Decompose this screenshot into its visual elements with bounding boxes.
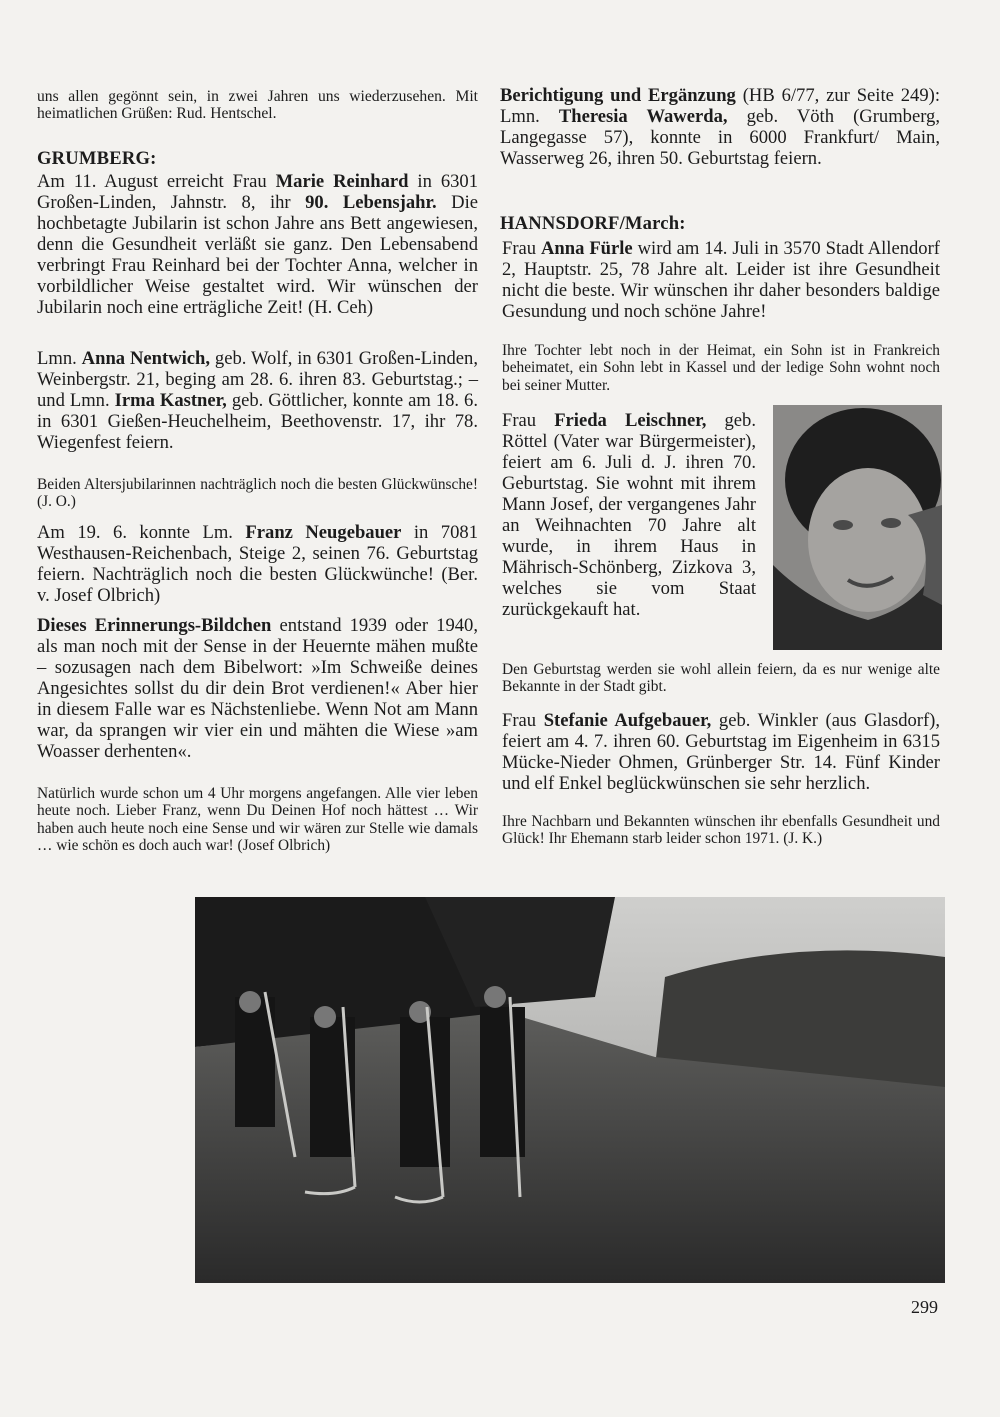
text-segment: (HB 6/77, zur Seite 249): Lmn. xyxy=(500,85,940,127)
note-fuerle xyxy=(502,342,940,394)
text-segment: in 6301 Großen-Linden, Jahnstr. 8, ihr xyxy=(37,171,479,213)
text-segment: entstand 1939 oder 1940, als man noch mit der Sense in der Heuernte mähen mußte – sozusagen nach dem Bibelwort: »Im Schweiße deines Angesichtes sollst du dir dein Brot verdienen!« Aber hier in diesem Falle war es Nächstenliebe. Wenn Not am Mann war, da sprangen wir vier ein und mähten die Wiese »am Woasser derhenten«. xyxy=(37,615,478,762)
haymaking-photo-image xyxy=(195,897,945,1283)
bold-name-text: Stefanie Aufgebauer, xyxy=(543,710,712,731)
article-leischner xyxy=(502,410,756,620)
heading-hannsdorf: HANNSDORF/March: xyxy=(500,213,686,234)
text-segment: uns allen gegönnt sein, in zwei Jahren uns wiederzusehen. Mit heimatlichen Grüßen: Rud. Hentschel. xyxy=(37,88,478,123)
text-segment: wird am 14. Juli in 3570 Stadt Allendorf 2, Hauptstr. 25, 78 Jahre alt. Leider ist ihre Gesundheit nicht die beste. Wir wünschen ihr daher besonders baldige Gesundung und noch schöne Jahre! xyxy=(502,238,940,322)
text-segment: in 7081 Westhausen-Reichenbach, Steige 2, seinen 76. Geburtstag feiern. Nachträglich noch die besten Glückwünche! (Ber. v. Josef Olbrich) xyxy=(37,522,478,606)
article-neugebauer xyxy=(37,522,478,606)
bold-name-text: Marie Reinhard xyxy=(275,171,409,192)
note-nentwich xyxy=(37,476,478,511)
heading-grumberg: GRUMBERG: xyxy=(37,148,157,169)
bold-name-text: Franz Neugebauer xyxy=(245,522,402,543)
bold-name-text: Anna Nentwich, xyxy=(81,348,211,369)
bold-name-text: Irma Kastner, xyxy=(114,390,227,411)
article-reinhard xyxy=(37,171,478,318)
article-nentwich xyxy=(37,348,478,453)
note-leischner xyxy=(502,661,940,696)
text-segment: Ihre Tochter lebt noch in der Heimat, ein Sohn ist in Frankreich beheimatet, ein Sohn lebt in Kassel und der ledige Sohn wohnt noch bei seiner Mutter. xyxy=(502,342,940,394)
bold-name-text: 90. Lebensjahr. xyxy=(305,192,437,213)
text-segment: Frau xyxy=(502,710,544,731)
text-segment: Den Geburtstag werden sie wohl allein feiern, da es nur wenige alte Bekannte in der Stadt gibt. xyxy=(502,661,940,696)
text-segment: Am 19. 6. konnte Lm. xyxy=(37,522,246,543)
bold-name-text: Dieses Erinnerungs-Bildchen xyxy=(37,615,272,636)
bold-name-text: Anna Fürle xyxy=(541,238,633,259)
page-number: 299 xyxy=(911,1297,938,1317)
text-segment: Am 11. August erreicht Frau xyxy=(37,171,276,192)
text-segment: Die hochbetagte Jubilarin ist schon Jahre ans Bett angewiesen, denn die Gesundheit verläßt sie ganz. Den Lebensabend verbringt Frau Reinhard bei der Tochter Anna, welcher in vorbildlicher Weise gestaltet wird. Wir wünschen der Jubilarin noch eine erträgliche Zeit! (H. Ceh) xyxy=(37,192,478,318)
text-segment: Beiden Altersjubilarinnen nachträglich noch die besten Glückwünsche! (J. O.) xyxy=(37,476,478,511)
text-segment: Natürlich wurde schon um 4 Uhr morgens angefangen. Alle vier leben heute noch. Lieber Franz, wenn Du Deinen Hof noch hättest … Wir haben auch heute noch eine Sense und wir wären zur Stelle wie damals … wie schön es doch auch war! (Josef Olbrich) xyxy=(37,785,478,855)
note-bildchen xyxy=(37,785,478,855)
portrait-photo-frieda-leischner xyxy=(773,405,942,650)
text-segment: geb. Vöth (Grumberg, Langegasse 57), konnte in 6000 Frankfurt/ Main, Wasserweg 26, ihren 50. Geburtstag feiern. xyxy=(500,106,941,169)
bold-name-text: Theresia Wawerda, xyxy=(558,106,728,127)
note-aufgebauer xyxy=(502,813,940,848)
text-segment: Frau xyxy=(502,410,555,431)
bold-name-text: Frieda Leischner, xyxy=(554,410,707,431)
intro-text xyxy=(37,88,478,123)
text-segment: Lmn. xyxy=(37,348,82,369)
text-segment: geb. Winkler (aus Glasdorf), feiert am 4. 7. ihren 60. Geburtstag im Eigenheim in 6315 Mücke-Nieder Ohmen, Grünberger Str. 14. Fünf Kinder und elf Enkel beglückwünschen sie sehr herzlich. xyxy=(502,710,941,794)
article-fuerle xyxy=(502,238,940,322)
text-segment: Frau xyxy=(502,238,541,259)
article-aufgebauer xyxy=(502,710,940,794)
bold-name-text: Berichtigung und Ergänzung xyxy=(500,85,736,106)
text-segment: geb. Röttel (Vater war Bürgermeister), feiert am 6. Juli d. J. ihren 70. Geburtstag. Sie wohnt mit ihrem Mann Josef, der vergangenes Jahr an Weihnachten 70 Jahre alt wurde, in ihrem Haus in Mährisch-Schönberg, Zizkova 3, welches sie vom Staat zurückgekauft hat. xyxy=(502,410,756,620)
text-segment: geb. Göttlicher, konnte am 18. 6. in 6301 Gießen-Heuchelheim, Beethovenstr. 17, ihr 78. Wiegenfest feiern. xyxy=(37,390,478,453)
photo-four-men-with-scythes xyxy=(195,897,945,1283)
article-bildchen xyxy=(37,615,478,762)
text-segment: geb. Wolf, in 6301 Großen-Linden, Weinbergstr. 21, beging am 28. 6. ihren 83. Geburtstag.; – und Lmn. xyxy=(37,348,478,411)
article-berichtigung xyxy=(500,85,940,169)
portrait-image xyxy=(773,405,942,650)
text-segment: Ihre Nachbarn und Bekannten wünschen ihr ebenfalls Gesundheit und Glück! Ihr Ehemann starb leider schon 1971. (J. K.) xyxy=(502,813,940,848)
